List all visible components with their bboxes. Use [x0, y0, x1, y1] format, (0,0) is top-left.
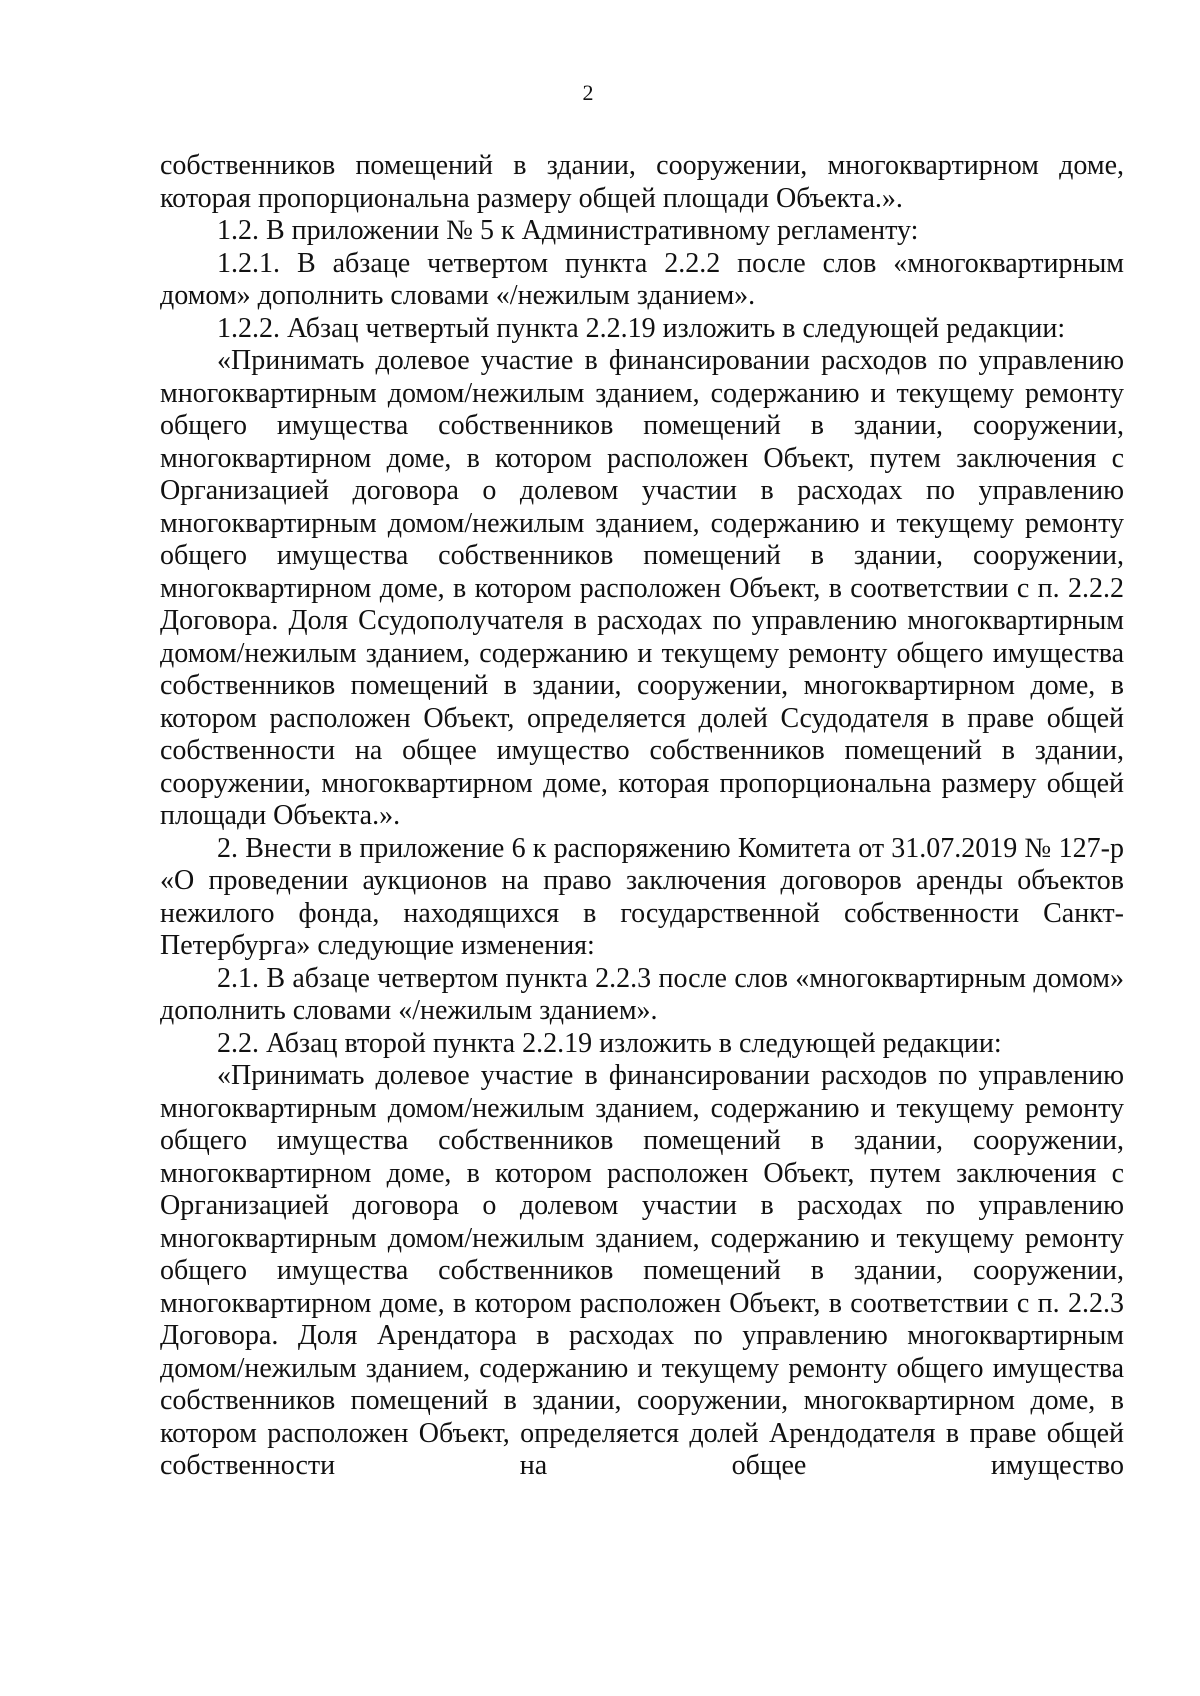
- paragraph-1-2-1: 1.2.1. В абзаце четвертом пункта 2.2.2 после слов «многоквартирным домом» дополнить словами «/нежилым зданием».: [160, 247, 1124, 311]
- paragraph-1-2-2: 1.2.2. Абзац четвертый пункта 2.2.19 изложить в следующей редакции:: [217, 312, 1066, 344]
- paragraph-2-2: 2.2. Абзац второй пункта 2.2.19 изложить в следующей редакции:: [217, 1027, 1002, 1059]
- page-number: 2: [582, 80, 594, 105]
- paragraph-quote-1: «Принимать долевое участие в финансировании расходов по управлению многоквартирным домом/нежилым зданием, содержанию и текущему ремонту общего имущества собственников помещений в здании, сооружении, многоквартирном доме, в котором расположен Объект, путем заключения с Организацией договора о долевом участии в расходах по управлению многоквартирным домом/нежилым зданием, содержанию и текущему ремонту общего имущества собственников помещений в здании, сооружении, многоквартирном доме, в котором расположен Объект, в соответствии с п. 2.2.2 Договора. Доля Ссудополучателя в расходах по управлению многоквартирным домом/нежилым зданием, содержанию и текущему ремонту общего имущества собственников помещений в здании, сооружении, многоквартирном доме, в котором расположен Объект, определяется долей Ссудодателя в праве общей собственности на общее имущество собственников помещений в здании, сооружении, многоквартирном доме, которая пропорциональна размеру общей площади Объекта.».: [160, 345, 1124, 831]
- paragraph-2: 2. Внести в приложение 6 к распоряжению Комитета от 31.07.2019 № 127-р «О проведении аукционов на право заключения договоров аренды объектов нежилого фонда, находящихся в государственной собственности Санкт-Петербурга» следующие изменения:: [160, 832, 1124, 961]
- paragraph-1-2: 1.2. В приложении № 5 к Административному регламенту:: [217, 215, 919, 246]
- paragraph-quote-2: «Принимать долевое участие в финансировании расходов по управлению многоквартирным домом/нежилым зданием, содержанию и текущему ремонту общего имущества собственников помещений в здании, сооружении, многоквартирном доме, в котором расположен Объект, путем заключения с Организацией договора о долевом участии в расходах по управлению многоквартирным домом/нежилым зданием, содержанию и текущему ремонту общего имущества собственников помещений в здании, сооружении, многоквартирном доме, в котором расположен Объект, в соответствии с п. 2.2.3 Договора. Доля Арендатора в расходах по управлению многоквартирным домом/нежилым зданием, содержанию и текущему ремонту общего имущества собственников помещений в здании, сооружении, многоквартирном доме, в котором расположен Объект, определяется долей Арендодателя в праве общей собственности на общее имущество: [160, 1060, 1124, 1481]
- paragraph-2-1: 2.1. В абзаце четвертом пункта 2.2.3 после слов «многоквартирным домом» дополнить словами «/нежилым зданием».: [160, 962, 1124, 1026]
- paragraph-continuation: собственников помещений в здании, сооружении, многоквартирном доме, которая пропорциональна размеру общей площади Объекта.».: [160, 150, 1124, 214]
- document-body: [160, 150, 1124, 1483]
